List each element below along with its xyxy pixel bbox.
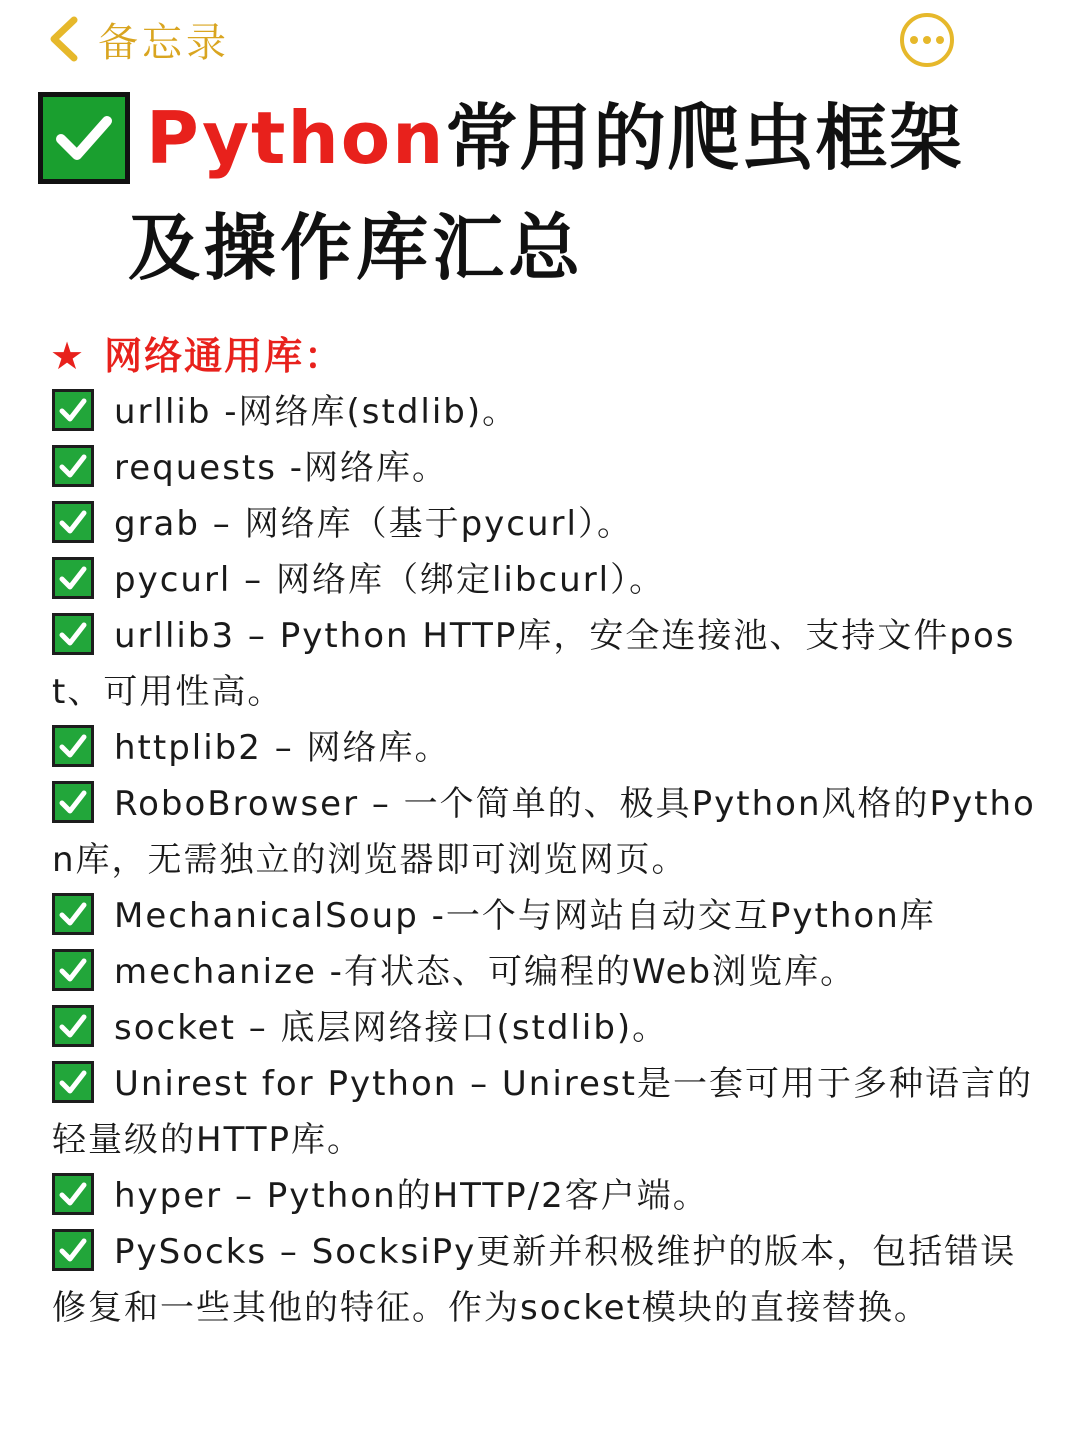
list-item (52, 608, 1042, 720)
list-item-text: pycurl – 网络库（绑定libcurl）。 (114, 560, 666, 600)
list-item-text: hyper – Python的HTTP/2客户端。 (114, 1176, 709, 1216)
list-item (52, 496, 1042, 552)
list-item (52, 1056, 1042, 1168)
check-box-icon (52, 781, 94, 823)
check-box-icon (52, 389, 94, 431)
chevron-left-icon (44, 14, 84, 64)
list-item-text: RoboBrowser – 一个简单的、极具Python风格的Python库，无需独立的浏览器即可浏览网页。 (52, 784, 1036, 880)
check-box-icon (52, 445, 94, 487)
title-rest: 常用的爬虫框架 (445, 96, 964, 180)
check-box-icon (52, 949, 94, 991)
check-box-icon (52, 613, 94, 655)
list-item (52, 776, 1042, 888)
check-box-icon (38, 92, 130, 184)
library-list (52, 384, 1042, 1336)
page-subtitle: 及操作库汇总 (128, 206, 585, 290)
list-item-text: socket – 底层网络接口(stdlib)。 (114, 1008, 669, 1048)
check-box-icon (52, 1005, 94, 1047)
list-item-text: mechanize -有状态、可编程的Web浏览库。 (114, 952, 857, 992)
check-box-icon (52, 557, 94, 599)
list-item-text: Unirest for Python – Unirest是一套可用于多种语言的轻量级的HTTP库。 (52, 1064, 1033, 1160)
back-label: 备忘录 (98, 19, 230, 66)
check-box-icon (52, 893, 94, 935)
list-item (52, 440, 1042, 496)
check-box-icon (52, 1061, 94, 1103)
list-item (52, 384, 1042, 440)
list-item-text: MechanicalSoup -一个与网站自动交互Python库 (114, 896, 936, 936)
list-item (52, 1168, 1042, 1224)
list-item-text: requests -网络库。 (114, 448, 449, 488)
list-item (52, 1224, 1042, 1336)
title-highlight: Python (146, 96, 446, 180)
list-item (52, 888, 1042, 944)
back-button[interactable] (44, 6, 230, 72)
list-item (52, 1000, 1042, 1056)
check-box-icon (52, 501, 94, 543)
ellipsis-circle-icon (910, 36, 944, 44)
list-item-text: grab – 网络库（基于pycurl）。 (114, 504, 633, 544)
check-box-icon (52, 1229, 94, 1271)
list-item-text: PySocks – SocksiPy更新并积极维护的版本，包括错误修复和一些其他的特征。作为socket模块的直接替换。 (52, 1232, 1017, 1328)
star-icon: ★ (50, 334, 87, 378)
section-heading (50, 328, 344, 384)
page-title (146, 88, 963, 188)
list-item-text: httplib2 – 网络库。 (114, 728, 451, 768)
list-item (52, 552, 1042, 608)
list-item-text: urllib3 – Python HTTP库，安全连接池、支持文件post、可用性高。 (52, 616, 1016, 712)
check-box-icon (52, 725, 94, 767)
section-heading-text: 网络通用库： (104, 334, 345, 378)
check-box-icon (52, 1173, 94, 1215)
more-options-button[interactable] (900, 13, 954, 67)
list-item (52, 944, 1042, 1000)
navigation-bar (0, 0, 1080, 80)
list-item (52, 720, 1042, 776)
list-item-text: urllib -网络库(stdlib)。 (114, 392, 519, 432)
